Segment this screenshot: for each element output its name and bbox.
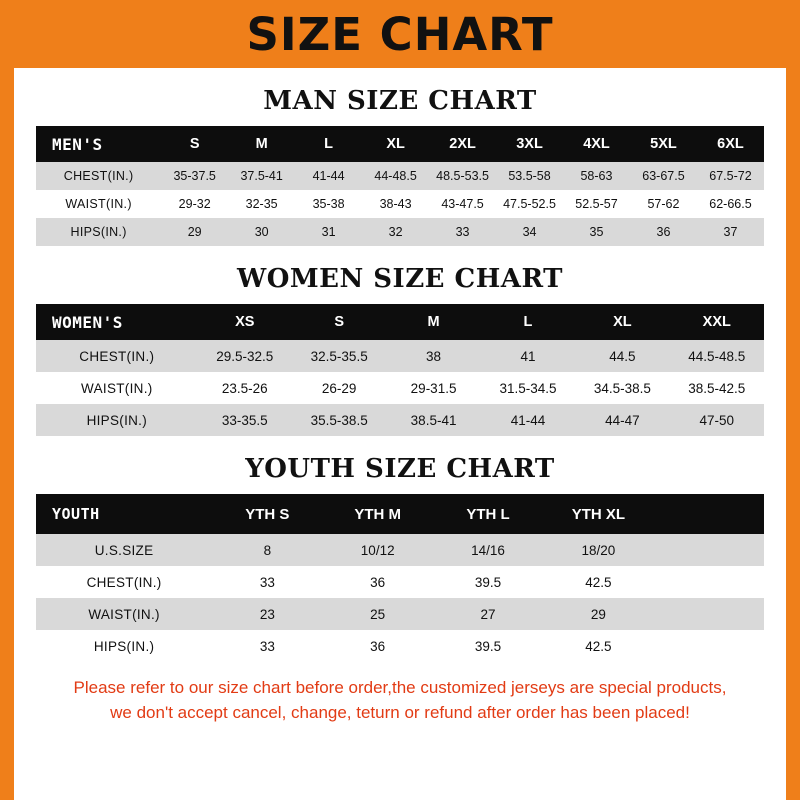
youth-col-s: YTH S <box>212 494 322 534</box>
youth-size-table <box>36 494 764 662</box>
men-col-3xl: 3XL <box>496 126 563 162</box>
men-chest-m: 37.5-41 <box>228 162 295 190</box>
youth-ussize-m: 10/12 <box>323 534 433 566</box>
men-waist-2xl: 43-47.5 <box>429 190 496 218</box>
women-row-hips-label: HIPS(IN.) <box>36 404 198 436</box>
men-chest-3xl: 53.5-58 <box>496 162 563 190</box>
women-row-chest-label: CHEST(IN.) <box>36 340 198 372</box>
youth-row-hips-label: HIPS(IN.) <box>36 630 212 662</box>
women-chest-xs: 29.5-32.5 <box>198 340 292 372</box>
youth-col-xl: YTH XL <box>543 494 653 534</box>
youth-ussize-empty <box>654 534 764 566</box>
women-chest-xl: 44.5 <box>575 340 669 372</box>
women-col-xxl: XXL <box>670 304 764 340</box>
women-hips-xs: 33-35.5 <box>198 404 292 436</box>
men-row-chest-label: CHEST(IN.) <box>36 162 161 190</box>
men-size-table <box>36 126 764 246</box>
youth-section-title: YOUTH SIZE CHART <box>245 454 555 484</box>
women-col-xl: XL <box>575 304 669 340</box>
men-row-hips-label: HIPS(IN.) <box>36 218 161 246</box>
table-header-row <box>36 126 764 162</box>
men-chest-s: 35-37.5 <box>161 162 228 190</box>
men-waist-5xl: 57-62 <box>630 190 697 218</box>
youth-waist-s: 23 <box>212 598 322 630</box>
men-col-s: S <box>161 126 228 162</box>
men-col-2xl: 2XL <box>429 126 496 162</box>
women-row-waist-label: WAIST(IN.) <box>36 372 198 404</box>
youth-row-ussize-label: U.S.SIZE <box>36 534 212 566</box>
women-waist-xs: 23.5-26 <box>198 372 292 404</box>
table-row <box>36 598 764 630</box>
men-col-4xl: 4XL <box>563 126 630 162</box>
women-waist-m: 29-31.5 <box>386 372 480 404</box>
youth-waist-l: 27 <box>433 598 543 630</box>
men-hips-4xl: 35 <box>563 218 630 246</box>
men-hips-2xl: 33 <box>429 218 496 246</box>
women-hips-xxl: 47-50 <box>670 404 764 436</box>
women-section-title: WOMEN SIZE CHART <box>237 264 563 294</box>
order-notice-line2: we don't accept cancel, change, teturn or refund after order has been placed! <box>110 702 690 722</box>
youth-ussize-xl: 18/20 <box>543 534 653 566</box>
men-waist-6xl: 62-66.5 <box>697 190 764 218</box>
table-row <box>36 630 764 662</box>
table-row <box>36 566 764 598</box>
men-hips-s: 29 <box>161 218 228 246</box>
men-waist-l: 35-38 <box>295 190 362 218</box>
men-hips-5xl: 36 <box>630 218 697 246</box>
men-chest-l: 41-44 <box>295 162 362 190</box>
table-row <box>36 404 764 436</box>
women-hips-m: 38.5-41 <box>386 404 480 436</box>
order-notice-line1: Please refer to our size chart before order,the customized jerseys are special products, <box>73 678 727 697</box>
men-chest-4xl: 58-63 <box>563 162 630 190</box>
women-size-table <box>36 304 764 436</box>
youth-chest-m: 36 <box>323 566 433 598</box>
table-row <box>36 340 764 372</box>
men-hips-xl: 32 <box>362 218 429 246</box>
table-row <box>36 534 764 566</box>
men-waist-3xl: 47.5-52.5 <box>496 190 563 218</box>
men-hips-3xl: 34 <box>496 218 563 246</box>
youth-chest-xl: 42.5 <box>543 566 653 598</box>
women-hips-l: 41-44 <box>481 404 575 436</box>
page-title: SIZE CHART <box>246 7 554 61</box>
men-chest-5xl: 63-67.5 <box>630 162 697 190</box>
content <box>14 68 786 800</box>
youth-chest-l: 39.5 <box>433 566 543 598</box>
men-waist-xl: 38-43 <box>362 190 429 218</box>
banner <box>0 0 800 68</box>
men-col-label: MEN'S <box>36 126 161 162</box>
men-waist-m: 32-35 <box>228 190 295 218</box>
youth-ussize-s: 8 <box>212 534 322 566</box>
youth-hips-xl: 42.5 <box>543 630 653 662</box>
men-col-6xl: 6XL <box>697 126 764 162</box>
women-col-label: WOMEN'S <box>36 304 198 340</box>
youth-hips-s: 33 <box>212 630 322 662</box>
youth-col-l: YTH L <box>433 494 543 534</box>
youth-ussize-l: 14/16 <box>433 534 543 566</box>
order-notice <box>36 676 764 725</box>
youth-col-empty <box>654 494 764 534</box>
men-col-xl: XL <box>362 126 429 162</box>
women-chest-xxl: 44.5-48.5 <box>670 340 764 372</box>
youth-waist-xl: 29 <box>543 598 653 630</box>
youth-row-waist-label: WAIST(IN.) <box>36 598 212 630</box>
men-row-waist-label: WAIST(IN.) <box>36 190 161 218</box>
women-hips-s: 35.5-38.5 <box>292 404 386 436</box>
men-col-5xl: 5XL <box>630 126 697 162</box>
women-col-xs: XS <box>198 304 292 340</box>
table-header-row <box>36 304 764 340</box>
men-chest-2xl: 48.5-53.5 <box>429 162 496 190</box>
men-col-m: M <box>228 126 295 162</box>
youth-waist-m: 25 <box>323 598 433 630</box>
women-col-s: S <box>292 304 386 340</box>
youth-hips-m: 36 <box>323 630 433 662</box>
women-chest-m: 38 <box>386 340 480 372</box>
women-waist-l: 31.5-34.5 <box>481 372 575 404</box>
men-chest-xl: 44-48.5 <box>362 162 429 190</box>
women-waist-s: 26-29 <box>292 372 386 404</box>
youth-waist-empty <box>654 598 764 630</box>
table-row <box>36 218 764 246</box>
women-chest-l: 41 <box>481 340 575 372</box>
table-row <box>36 190 764 218</box>
women-waist-xxl: 38.5-42.5 <box>670 372 764 404</box>
youth-row-chest-label: CHEST(IN.) <box>36 566 212 598</box>
women-waist-xl: 34.5-38.5 <box>575 372 669 404</box>
youth-chest-s: 33 <box>212 566 322 598</box>
women-chest-s: 32.5-35.5 <box>292 340 386 372</box>
youth-hips-l: 39.5 <box>433 630 543 662</box>
table-row <box>36 162 764 190</box>
women-col-m: M <box>386 304 480 340</box>
men-hips-l: 31 <box>295 218 362 246</box>
men-waist-s: 29-32 <box>161 190 228 218</box>
women-hips-xl: 44-47 <box>575 404 669 436</box>
men-waist-4xl: 52.5-57 <box>563 190 630 218</box>
women-col-l: L <box>481 304 575 340</box>
table-header-row <box>36 494 764 534</box>
youth-col-label: YOUTH <box>36 494 212 534</box>
youth-hips-empty <box>654 630 764 662</box>
men-chest-6xl: 67.5-72 <box>697 162 764 190</box>
table-row <box>36 372 764 404</box>
men-hips-6xl: 37 <box>697 218 764 246</box>
men-section-title: MAN SIZE CHART <box>263 86 537 116</box>
men-hips-m: 30 <box>228 218 295 246</box>
youth-chest-empty <box>654 566 764 598</box>
youth-col-m: YTH M <box>323 494 433 534</box>
men-col-l: L <box>295 126 362 162</box>
